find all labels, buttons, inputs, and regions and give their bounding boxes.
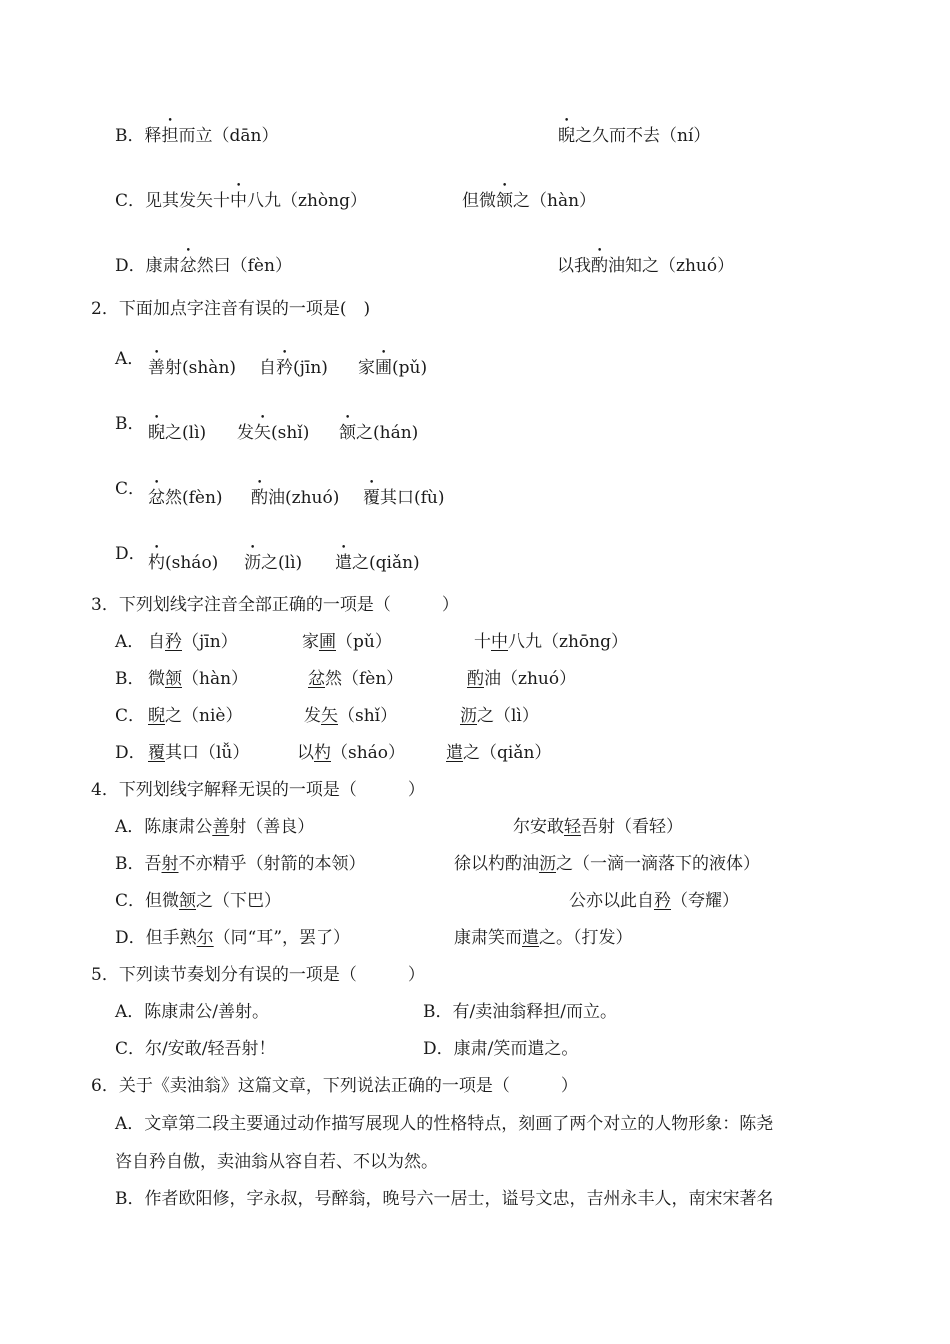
q4-option-d-left: D．但手熟尔（同“耳”，罢了）	[115, 928, 351, 948]
q6-option-b-line1: B．作者欧阳修，字永叔，号醉翁，晚号六一居士，谥号文忠，吉州永丰人，南宋宋著名	[115, 1189, 774, 1209]
q6-stem: 6．关于《卖油翁》这篇文章，下列说法正确的一项是（ ）	[91, 1076, 578, 1096]
q4-stem: 4．下列划线字解释无误的一项是（ ）	[91, 780, 425, 800]
q4-option-c-right: 公亦以此自矜（夸耀）	[569, 891, 739, 911]
q3-option-b: B． 微颔（hàn） 忿然（fèn） 酌油（zhuó）	[115, 669, 577, 689]
q4-option-b-left: B．吾射不亦精乎（射箭的本领）	[115, 854, 366, 874]
q2-option-d: D． 杓(sháo) 沥之(lì) 遣之(qiǎn)	[115, 544, 420, 573]
q3-option-d: D． 覆其口（lǚ） 以杓（sháo） 遣之（qiǎn）	[115, 743, 552, 763]
q2-stem: 2．下面加点字注音有误的一项是( )	[91, 299, 371, 319]
q5-option-d: D．康肃/笑而遣之。	[423, 1039, 579, 1059]
q1-option-d-right: 以我酌油知之（zhuó）	[557, 256, 735, 276]
q5-option-b: B．有/卖油翁释担/而立。	[423, 1002, 617, 1022]
q3-stem: 3．下列划线字注音全部正确的一项是（ ）	[91, 595, 459, 615]
q2-option-c: C． 忿然(fèn) 酌油(zhuó) 覆其口(fù)	[115, 479, 445, 508]
q1-option-b-left: B．释担而立（dān）	[115, 126, 279, 146]
q4-option-a-right: 尔安敢轻吾射（看轻）	[513, 817, 683, 837]
q1-option-b-right: 睨之久而不去（ní）	[558, 126, 711, 146]
q5-stem: 5．下列读节奏划分有误的一项是（ ）	[91, 965, 425, 985]
q6-option-a-line1: A．文章第二段主要通过动作描写展现人的性格特点，刻画了两个对立的人物形象：陈尧	[115, 1114, 774, 1134]
q3-option-a: A． 自矜（jīn） 家圃（pǔ） 十中八九（zhōng）	[115, 632, 628, 652]
q4-option-c-left: C．但微颔之（下巴）	[115, 891, 282, 911]
q6-option-a-line2: 咨自矜自傲，卖油翁从容自若、不以为然。	[115, 1152, 438, 1172]
q2-option-a: A． 善射(shàn) 自矜(jīn) 家圃(pǔ)	[115, 349, 428, 378]
q4-option-d-right: 康肃笑而遣之。（打发）	[454, 928, 633, 948]
q1-option-d-left: D．康肃忿然曰（fèn）	[115, 256, 292, 276]
q4-option-b-right: 徐以杓酌油沥之（一滴一滴落下的液体）	[454, 854, 760, 874]
q1-option-c-right: 但微颔之（hàn）	[462, 191, 597, 211]
q4-option-a-left: A．陈康肃公善射（善良）	[115, 817, 315, 837]
q1-option-c-left: C．见其发矢十中八九（zhòng）	[115, 191, 367, 211]
q3-option-c: C． 睨之（niè） 发矢（shǐ） 沥之（lì）	[115, 706, 539, 726]
q5-option-c: C．尔/安敢/轻吾射！	[115, 1039, 276, 1059]
q2-option-b: B． 睨之(lì) 发矢(shǐ) 颔之(hán)	[115, 414, 419, 443]
q5-option-a: A．陈康肃公/善射。	[115, 1002, 270, 1022]
